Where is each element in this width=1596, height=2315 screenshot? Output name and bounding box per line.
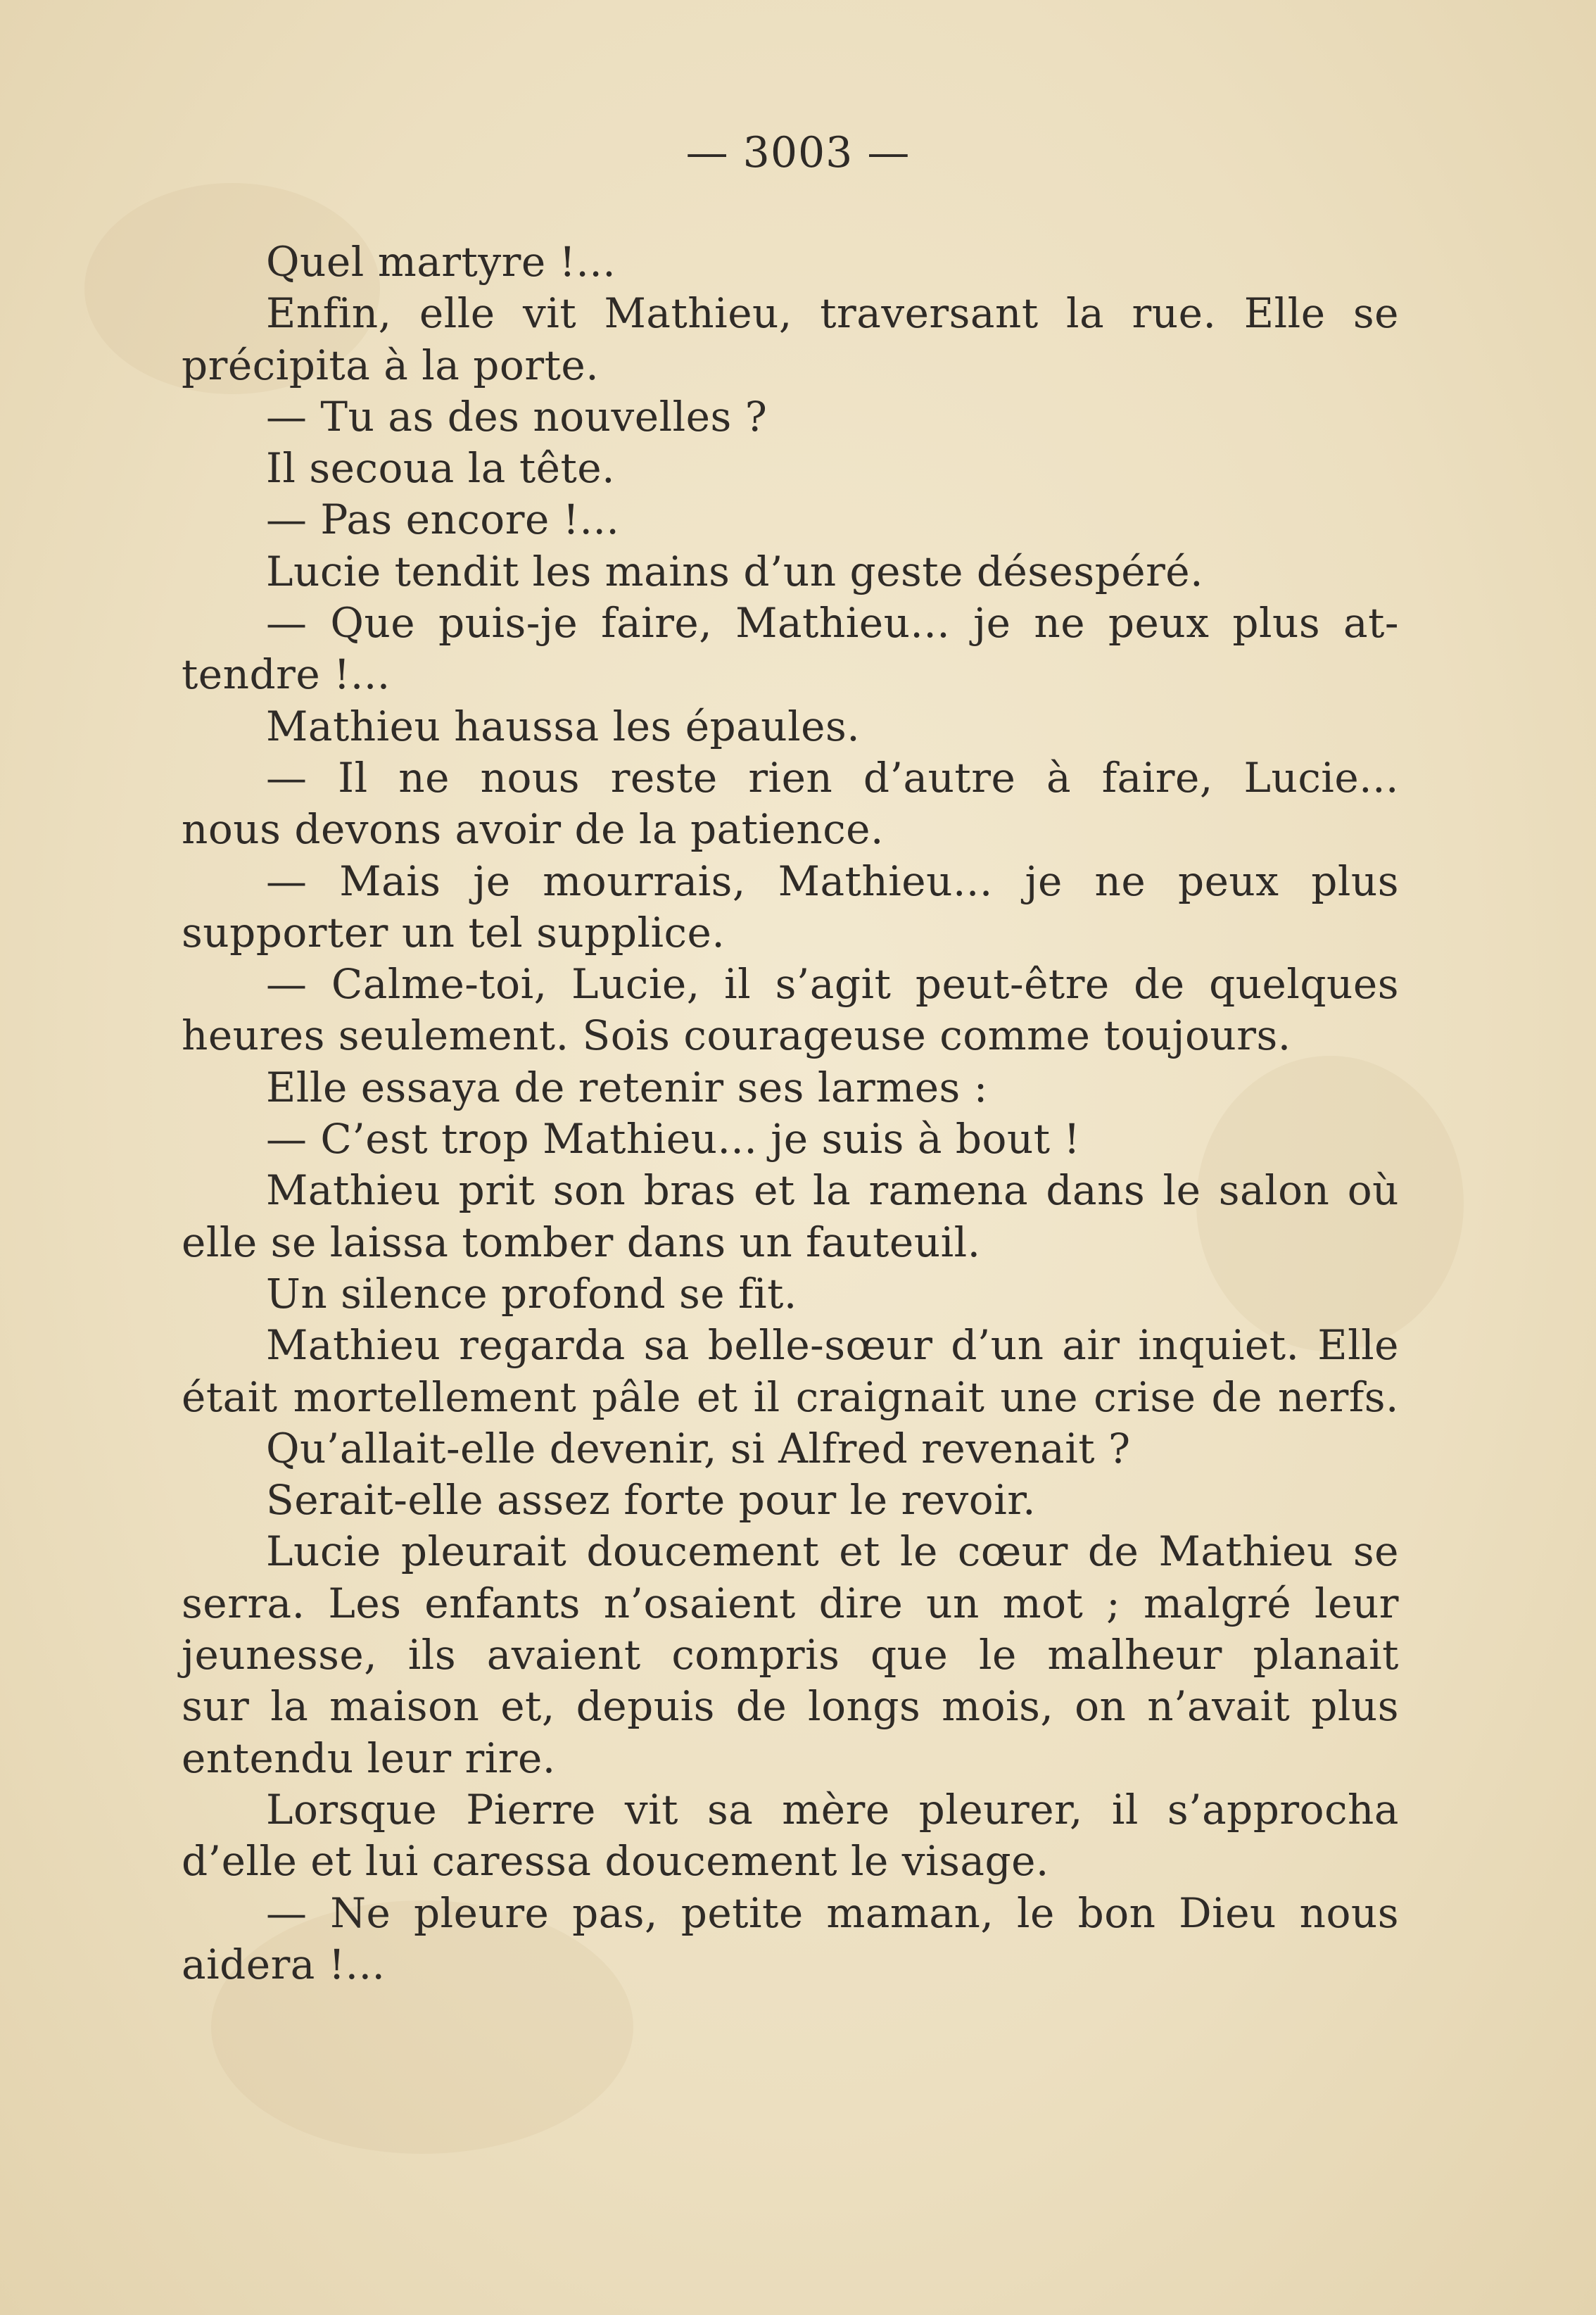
text-line: jeunesse, ils avaient compris que le malheur planait <box>182 1631 1399 1679</box>
text-line: tendre !... <box>182 650 391 699</box>
page-number: — 3003 — <box>685 128 911 177</box>
text-line: Mathieu regarda sa belle-sœur d’un air inquiet. Elle <box>266 1321 1399 1370</box>
text-line: — Ne pleure pas, petite maman, le bon Dieu nous <box>266 1888 1399 1937</box>
text-line: Quel martyre !... <box>266 238 616 286</box>
text-line: nous devons avoir de la patience. <box>182 805 884 854</box>
text-line: entendu leur rire. <box>182 1734 556 1782</box>
text-line: Qu’allait-elle devenir, si Alfred revenait ? <box>266 1424 1131 1472</box>
text-line: d’elle et lui caressa doucement le visage. <box>182 1837 1049 1886</box>
text-line: Serait-elle assez forte pour le revoir. <box>266 1476 1037 1525</box>
text-line: Un silence profond se fit. <box>266 1269 797 1318</box>
text-line: Lucie tendit les mains d’un geste désespéré. <box>266 547 1204 595</box>
text-line: Mathieu prit son bras et la ramena dans le salon où <box>266 1166 1399 1215</box>
text-line: était mortellement pâle et il craignait une crise de nerfs. <box>182 1373 1399 1421</box>
text-line: supporter un tel supplice. <box>182 908 726 957</box>
text-line: Lorsque Pierre vit sa mère pleurer, il s’approcha <box>266 1785 1399 1834</box>
text-line: serra. Les enfants n’osaient dire un mot ; malgré leur <box>182 1579 1399 1627</box>
text-line: — Calme-toi, Lucie, il s’agit peut-être de quelques <box>266 960 1399 1009</box>
text-line: — Il ne nous reste rien d’autre à faire, Lucie... <box>266 753 1399 802</box>
body-text <box>182 236 1399 1991</box>
text-line: elle se laissa tomber dans un fauteuil. <box>182 1218 981 1266</box>
text-line: sur la maison et, depuis de longs mois, on n’avait plus <box>182 1682 1399 1731</box>
text-line: — Pas encore !... <box>266 496 620 544</box>
text-line: Lucie pleurait doucement et le cœur de Mathieu se <box>266 1527 1399 1576</box>
text-line: — Mais je mourrais, Mathieu... je ne peux plus <box>266 857 1399 905</box>
text-line: — C’est trop Mathieu... je suis à bout ! <box>266 1115 1081 1163</box>
text-line: aidera !... <box>182 1940 386 1988</box>
text-line: — Tu as des nouvelles ? <box>266 392 768 441</box>
text-line: heures seulement. Sois courageuse comme toujours. <box>182 1011 1291 1060</box>
text-line: Mathieu haussa les épaules. <box>266 702 861 750</box>
text-line: Il secoua la tête. <box>266 444 616 493</box>
text-line: Enfin, elle vit Mathieu, traversant la rue. Elle se <box>266 289 1399 338</box>
text-line: — Que puis-je faire, Mathieu... je ne peux plus at- <box>266 599 1399 648</box>
text-line: Elle essaya de retenir ses larmes : <box>266 1063 988 1111</box>
text-line: précipita à la porte. <box>182 341 600 389</box>
